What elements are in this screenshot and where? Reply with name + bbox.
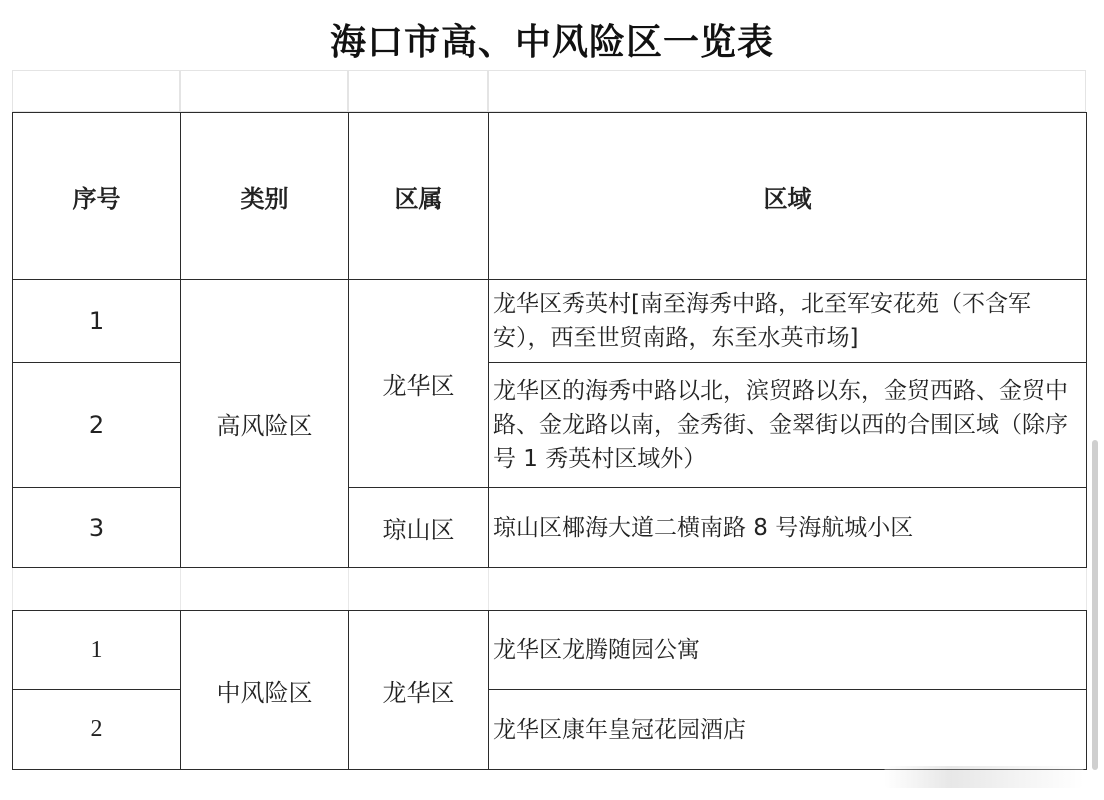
header-category: 类别 xyxy=(181,113,349,280)
row-index: 2 xyxy=(13,363,181,488)
district-cell: 龙华区 xyxy=(349,611,489,770)
page-title: 海口市高、中风险区一览表 xyxy=(329,22,774,63)
category-high-risk: 高风险区 xyxy=(181,280,349,568)
scrollbar[interactable] xyxy=(1092,440,1098,770)
header-district: 区属 xyxy=(349,113,489,280)
district-cell: 龙华区 xyxy=(349,280,489,488)
table-row xyxy=(13,611,1087,690)
ghost-row-top xyxy=(180,70,348,112)
category-medium-risk: 中风险区 xyxy=(181,611,349,770)
row-index: 1 xyxy=(13,611,181,690)
ghost-row-top xyxy=(348,70,488,112)
spacer-cell xyxy=(489,568,1087,611)
spacer-cell xyxy=(349,568,489,611)
table-row xyxy=(13,280,1087,363)
spacer-cell xyxy=(181,568,349,611)
area-cell: 龙华区的海秀中路以北，滨贸路以东，金贸西路、金贸中路、金龙路以南，金秀街、金翠街以西的合围区域（除序号 1 秀英村区域外） xyxy=(489,363,1087,488)
ghost-row-top xyxy=(12,70,180,112)
header-index: 序号 xyxy=(13,113,181,280)
ghost-row-top xyxy=(488,70,1086,112)
table-row xyxy=(13,363,1087,488)
area-cell: 龙华区秀英村[南至海秀中路，北至军安花苑（不含军安），西至世贸南路，东至水英市场] xyxy=(489,280,1087,363)
row-index: 2 xyxy=(13,690,181,770)
row-index: 3 xyxy=(13,488,181,568)
district-cell: 琼山区 xyxy=(349,488,489,568)
table-row xyxy=(13,488,1087,568)
row-index: 1 xyxy=(13,280,181,363)
header-area: 区域 xyxy=(489,113,1087,280)
spacer-cell xyxy=(13,568,181,611)
table-header-row xyxy=(13,113,1087,280)
area-cell: 琼山区椰海大道二横南路 8 号海航城小区 xyxy=(489,488,1087,568)
watermark-smudge xyxy=(884,766,1084,788)
area-cell: 龙华区康年皇冠花园酒店 xyxy=(489,690,1087,770)
risk-area-table xyxy=(12,112,1087,770)
area-cell: 龙华区龙腾随园公寓 xyxy=(489,611,1087,690)
table-row xyxy=(13,690,1087,770)
spacer-row xyxy=(13,568,1087,611)
